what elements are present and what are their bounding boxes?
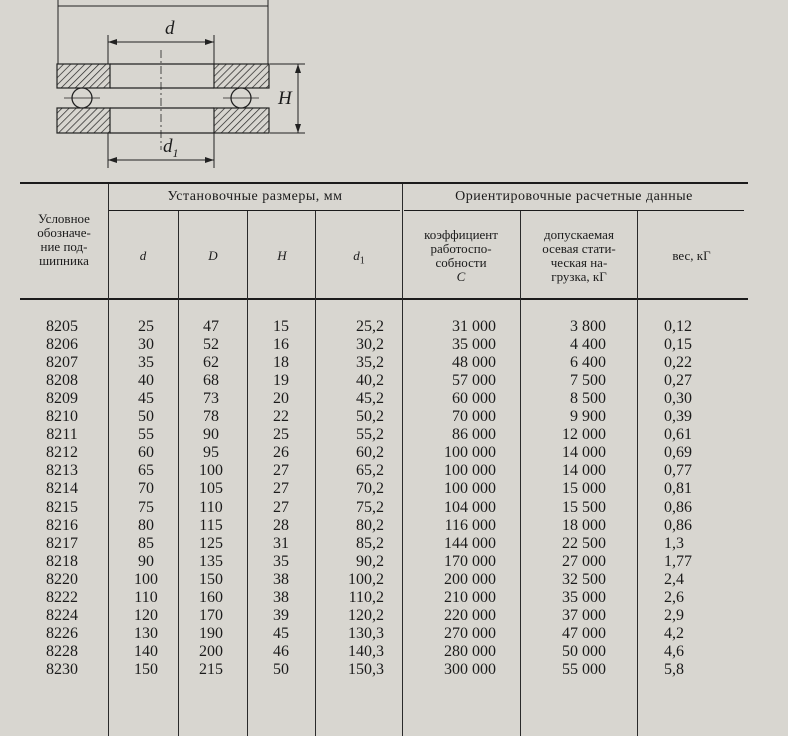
cell-load: 4 400	[570, 336, 606, 354]
cell-designation: 8212	[46, 444, 78, 462]
cell-H: 38	[273, 570, 289, 588]
cell-load: 37 000	[562, 606, 606, 624]
cell-designation: 8209	[46, 390, 78, 408]
cell-d1: 45,2	[356, 390, 384, 408]
cell-d1: 60,2	[356, 444, 384, 462]
table-row	[0, 535, 788, 553]
cell-designation: 8224	[46, 606, 78, 624]
cell-H: 26	[273, 444, 289, 462]
cell-designation: 8206	[46, 336, 78, 354]
cell-D: 105	[199, 480, 223, 498]
header-col-H: H	[277, 248, 287, 263]
cell-weight: 1,77	[664, 552, 692, 570]
label-H: H	[278, 88, 292, 109]
cell-d1: 55,2	[356, 426, 384, 444]
cell-D: 135	[199, 552, 223, 570]
cell-weight: 0,15	[664, 336, 692, 354]
cell-weight: 2,4	[664, 570, 684, 588]
cell-D: 52	[203, 336, 219, 354]
table-row	[0, 607, 788, 625]
cell-D: 73	[203, 390, 219, 408]
group-underline-right	[404, 210, 744, 211]
cell-load: 15 000	[562, 480, 606, 498]
table-row	[0, 390, 788, 408]
cell-d: 60	[138, 444, 154, 462]
cell-designation: 8218	[46, 552, 78, 570]
cell-weight: 0,77	[664, 462, 692, 480]
cell-C: 86 000	[452, 426, 496, 444]
cell-load: 14 000	[562, 462, 606, 480]
cell-designation: 8207	[46, 354, 78, 372]
group-underline-left	[108, 210, 400, 211]
cell-H: 15	[273, 318, 289, 335]
cell-d: 55	[138, 426, 154, 444]
cell-d: 25	[138, 318, 154, 335]
cell-weight: 0,86	[664, 498, 692, 516]
cell-weight: 0,27	[664, 372, 692, 390]
cell-weight: 0,86	[664, 516, 692, 534]
cell-weight: 4,6	[664, 642, 684, 660]
cell-d1: 35,2	[356, 354, 384, 372]
cell-weight: 0,22	[664, 354, 692, 372]
cell-C: 270 000	[444, 624, 496, 642]
cell-C: 70 000	[452, 408, 496, 426]
cell-designation: 8205	[46, 318, 78, 335]
cell-d1: 40,2	[356, 372, 384, 390]
cell-weight: 0,39	[664, 408, 692, 426]
cell-C: 144 000	[444, 534, 496, 552]
cell-H: 27	[273, 462, 289, 480]
cell-designation: 8217	[46, 534, 78, 552]
cell-D: 150	[199, 570, 223, 588]
cell-D: 110	[199, 498, 223, 516]
cell-d1: 150,3	[348, 660, 384, 678]
cell-C: 100 000	[444, 480, 496, 498]
cell-C: 60 000	[452, 390, 496, 408]
cell-designation: 8230	[46, 660, 78, 678]
cell-d: 75	[138, 498, 154, 516]
cell-d1: 110,2	[348, 588, 384, 606]
header-col-d1: $d_1$	[353, 248, 365, 267]
table-row	[0, 625, 788, 643]
cell-designation: 8214	[46, 480, 78, 498]
header-col-D: D	[208, 248, 218, 263]
cell-C: 48 000	[452, 354, 496, 372]
cell-H: 38	[273, 588, 289, 606]
cell-designation: 8220	[46, 570, 78, 588]
table-row	[0, 426, 788, 444]
cell-d1: 80,2	[356, 516, 384, 534]
cell-load: 6 400	[570, 354, 606, 372]
cell-designation: 8226	[46, 624, 78, 642]
header-group-dimensions: Установочные размеры, мм	[167, 189, 343, 204]
cell-load: 8 500	[570, 390, 606, 408]
cell-d1: 70,2	[356, 480, 384, 498]
cell-load: 9 900	[570, 408, 606, 426]
cell-weight: 0,81	[664, 480, 692, 498]
header-designation: Условное обозначе- ние под- шипника	[37, 211, 91, 268]
cell-d: 50	[138, 408, 154, 426]
cell-designation: 8210	[46, 408, 78, 426]
cell-H: 39	[273, 606, 289, 624]
table-row	[0, 571, 788, 589]
cell-H: 31	[273, 534, 289, 552]
cell-d: 140	[134, 642, 158, 660]
cell-H: 35	[273, 552, 289, 570]
cell-d1: 140,3	[348, 642, 384, 660]
cell-weight: 4,2	[664, 624, 684, 642]
label-d1: $d_1$	[163, 136, 179, 160]
cell-C: 300 000	[444, 660, 496, 678]
cell-d: 65	[138, 462, 154, 480]
cell-D: 62	[203, 354, 219, 372]
cell-C: 116 000	[444, 516, 496, 534]
cell-weight: 5,8	[664, 660, 684, 678]
header-group-calc: Ориентировочные расчетные данные	[455, 189, 693, 204]
cell-d: 70	[138, 480, 154, 498]
label-d: d	[165, 18, 175, 39]
cell-d: 80	[138, 516, 154, 534]
cell-D: 95	[203, 444, 219, 462]
cell-d1: 65,2	[356, 462, 384, 480]
cell-load: 7 500	[570, 372, 606, 390]
cell-d: 30	[138, 336, 154, 354]
cell-weight: 0,61	[664, 426, 692, 444]
cell-d1: 130,3	[348, 624, 384, 642]
cell-d1: 85,2	[356, 534, 384, 552]
cell-H: 45	[273, 624, 289, 642]
cell-C: 100 000	[444, 462, 496, 480]
cell-load: 32 500	[562, 570, 606, 588]
cell-load: 12 000	[562, 426, 606, 444]
table-row	[0, 589, 788, 607]
cell-H: 28	[273, 516, 289, 534]
cell-designation: 8228	[46, 642, 78, 660]
table-row	[0, 372, 788, 390]
cell-weight: 0,30	[664, 390, 692, 408]
table-top-rule	[20, 182, 748, 184]
cell-D: 47	[203, 318, 219, 335]
cell-d: 45	[138, 390, 154, 408]
table-row	[0, 661, 788, 679]
cell-H: 19	[273, 372, 289, 390]
cell-d1: 30,2	[356, 336, 384, 354]
cell-C: 57 000	[452, 372, 496, 390]
cell-d1: 120,2	[348, 606, 384, 624]
cell-D: 200	[199, 642, 223, 660]
cell-designation: 8222	[46, 588, 78, 606]
cell-H: 20	[273, 390, 289, 408]
cell-weight: 0,69	[664, 444, 692, 462]
cell-d: 90	[138, 552, 154, 570]
cell-D: 215	[199, 660, 223, 678]
cell-C: 220 000	[444, 606, 496, 624]
table-row	[0, 480, 788, 498]
cell-d: 130	[134, 624, 158, 642]
table-row	[0, 444, 788, 462]
cell-D: 68	[203, 372, 219, 390]
cell-weight: 2,6	[664, 588, 684, 606]
cell-d1: 25,2	[356, 318, 384, 335]
cell-load: 22 500	[562, 534, 606, 552]
cell-D: 160	[199, 588, 223, 606]
cell-load: 27 000	[562, 552, 606, 570]
cell-C: 280 000	[444, 642, 496, 660]
cell-weight: 0,12	[664, 318, 692, 335]
cell-D: 170	[199, 606, 223, 624]
cell-d: 100	[134, 570, 158, 588]
cell-H: 16	[273, 336, 289, 354]
cell-weight: 1,3	[664, 534, 684, 552]
cell-H: 18	[273, 354, 289, 372]
cell-d1: 100,2	[348, 570, 384, 588]
cell-D: 125	[199, 534, 223, 552]
table-row	[0, 336, 788, 354]
table-row	[0, 517, 788, 535]
cell-d1: 50,2	[356, 408, 384, 426]
cell-C: 200 000	[444, 570, 496, 588]
cell-C: 100 000	[444, 444, 496, 462]
cell-d: 35	[138, 354, 154, 372]
cell-C: 170 000	[444, 552, 496, 570]
table-row	[0, 318, 788, 336]
cell-designation: 8216	[46, 516, 78, 534]
table-row	[0, 553, 788, 571]
cell-load: 50 000	[562, 642, 606, 660]
cell-D: 190	[199, 624, 223, 642]
cell-weight: 2,9	[664, 606, 684, 624]
cell-load: 47 000	[562, 624, 606, 642]
cell-D: 78	[203, 408, 219, 426]
header-col-weight: вес, кГ	[672, 248, 711, 263]
table-row	[0, 462, 788, 480]
cell-designation: 8215	[46, 498, 78, 516]
header-col-load: допускаемая осевая стати- ческая на- грузка, кГ	[542, 227, 616, 284]
cell-d: 85	[138, 534, 154, 552]
cell-load: 15 500	[562, 498, 606, 516]
cell-designation: 8213	[46, 462, 78, 480]
table-row	[0, 643, 788, 661]
table-row	[0, 354, 788, 372]
header-col-d: d	[139, 248, 147, 263]
cell-d: 150	[134, 660, 158, 678]
cell-load: 18 000	[562, 516, 606, 534]
cell-D: 100	[199, 462, 223, 480]
cell-load: 3 800	[570, 318, 606, 335]
cell-load: 35 000	[562, 588, 606, 606]
cell-H: 22	[273, 408, 289, 426]
cell-H: 27	[273, 480, 289, 498]
cell-d1: 75,2	[356, 498, 384, 516]
cell-D: 90	[203, 426, 219, 444]
cell-d: 40	[138, 372, 154, 390]
cell-d: 120	[134, 606, 158, 624]
table-row	[0, 499, 788, 517]
cell-d: 110	[134, 588, 158, 606]
cell-d1: 90,2	[356, 552, 384, 570]
cell-C: 35 000	[452, 336, 496, 354]
header-col-C: коэффициент работоспо- собности C	[424, 227, 498, 284]
cell-load: 14 000	[562, 444, 606, 462]
cell-H: 27	[273, 498, 289, 516]
cell-C: 104 000	[444, 498, 496, 516]
cell-H: 25	[273, 426, 289, 444]
cell-H: 50	[273, 660, 289, 678]
table-row	[0, 408, 788, 426]
cell-H: 46	[273, 642, 289, 660]
cell-designation: 8211	[46, 426, 78, 444]
cell-C: 210 000	[444, 588, 496, 606]
header-bottom-rule	[20, 298, 748, 300]
cell-D: 115	[199, 516, 223, 534]
cell-designation: 8208	[46, 372, 78, 390]
cell-load: 55 000	[562, 660, 606, 678]
cell-C: 31 000	[452, 318, 496, 335]
